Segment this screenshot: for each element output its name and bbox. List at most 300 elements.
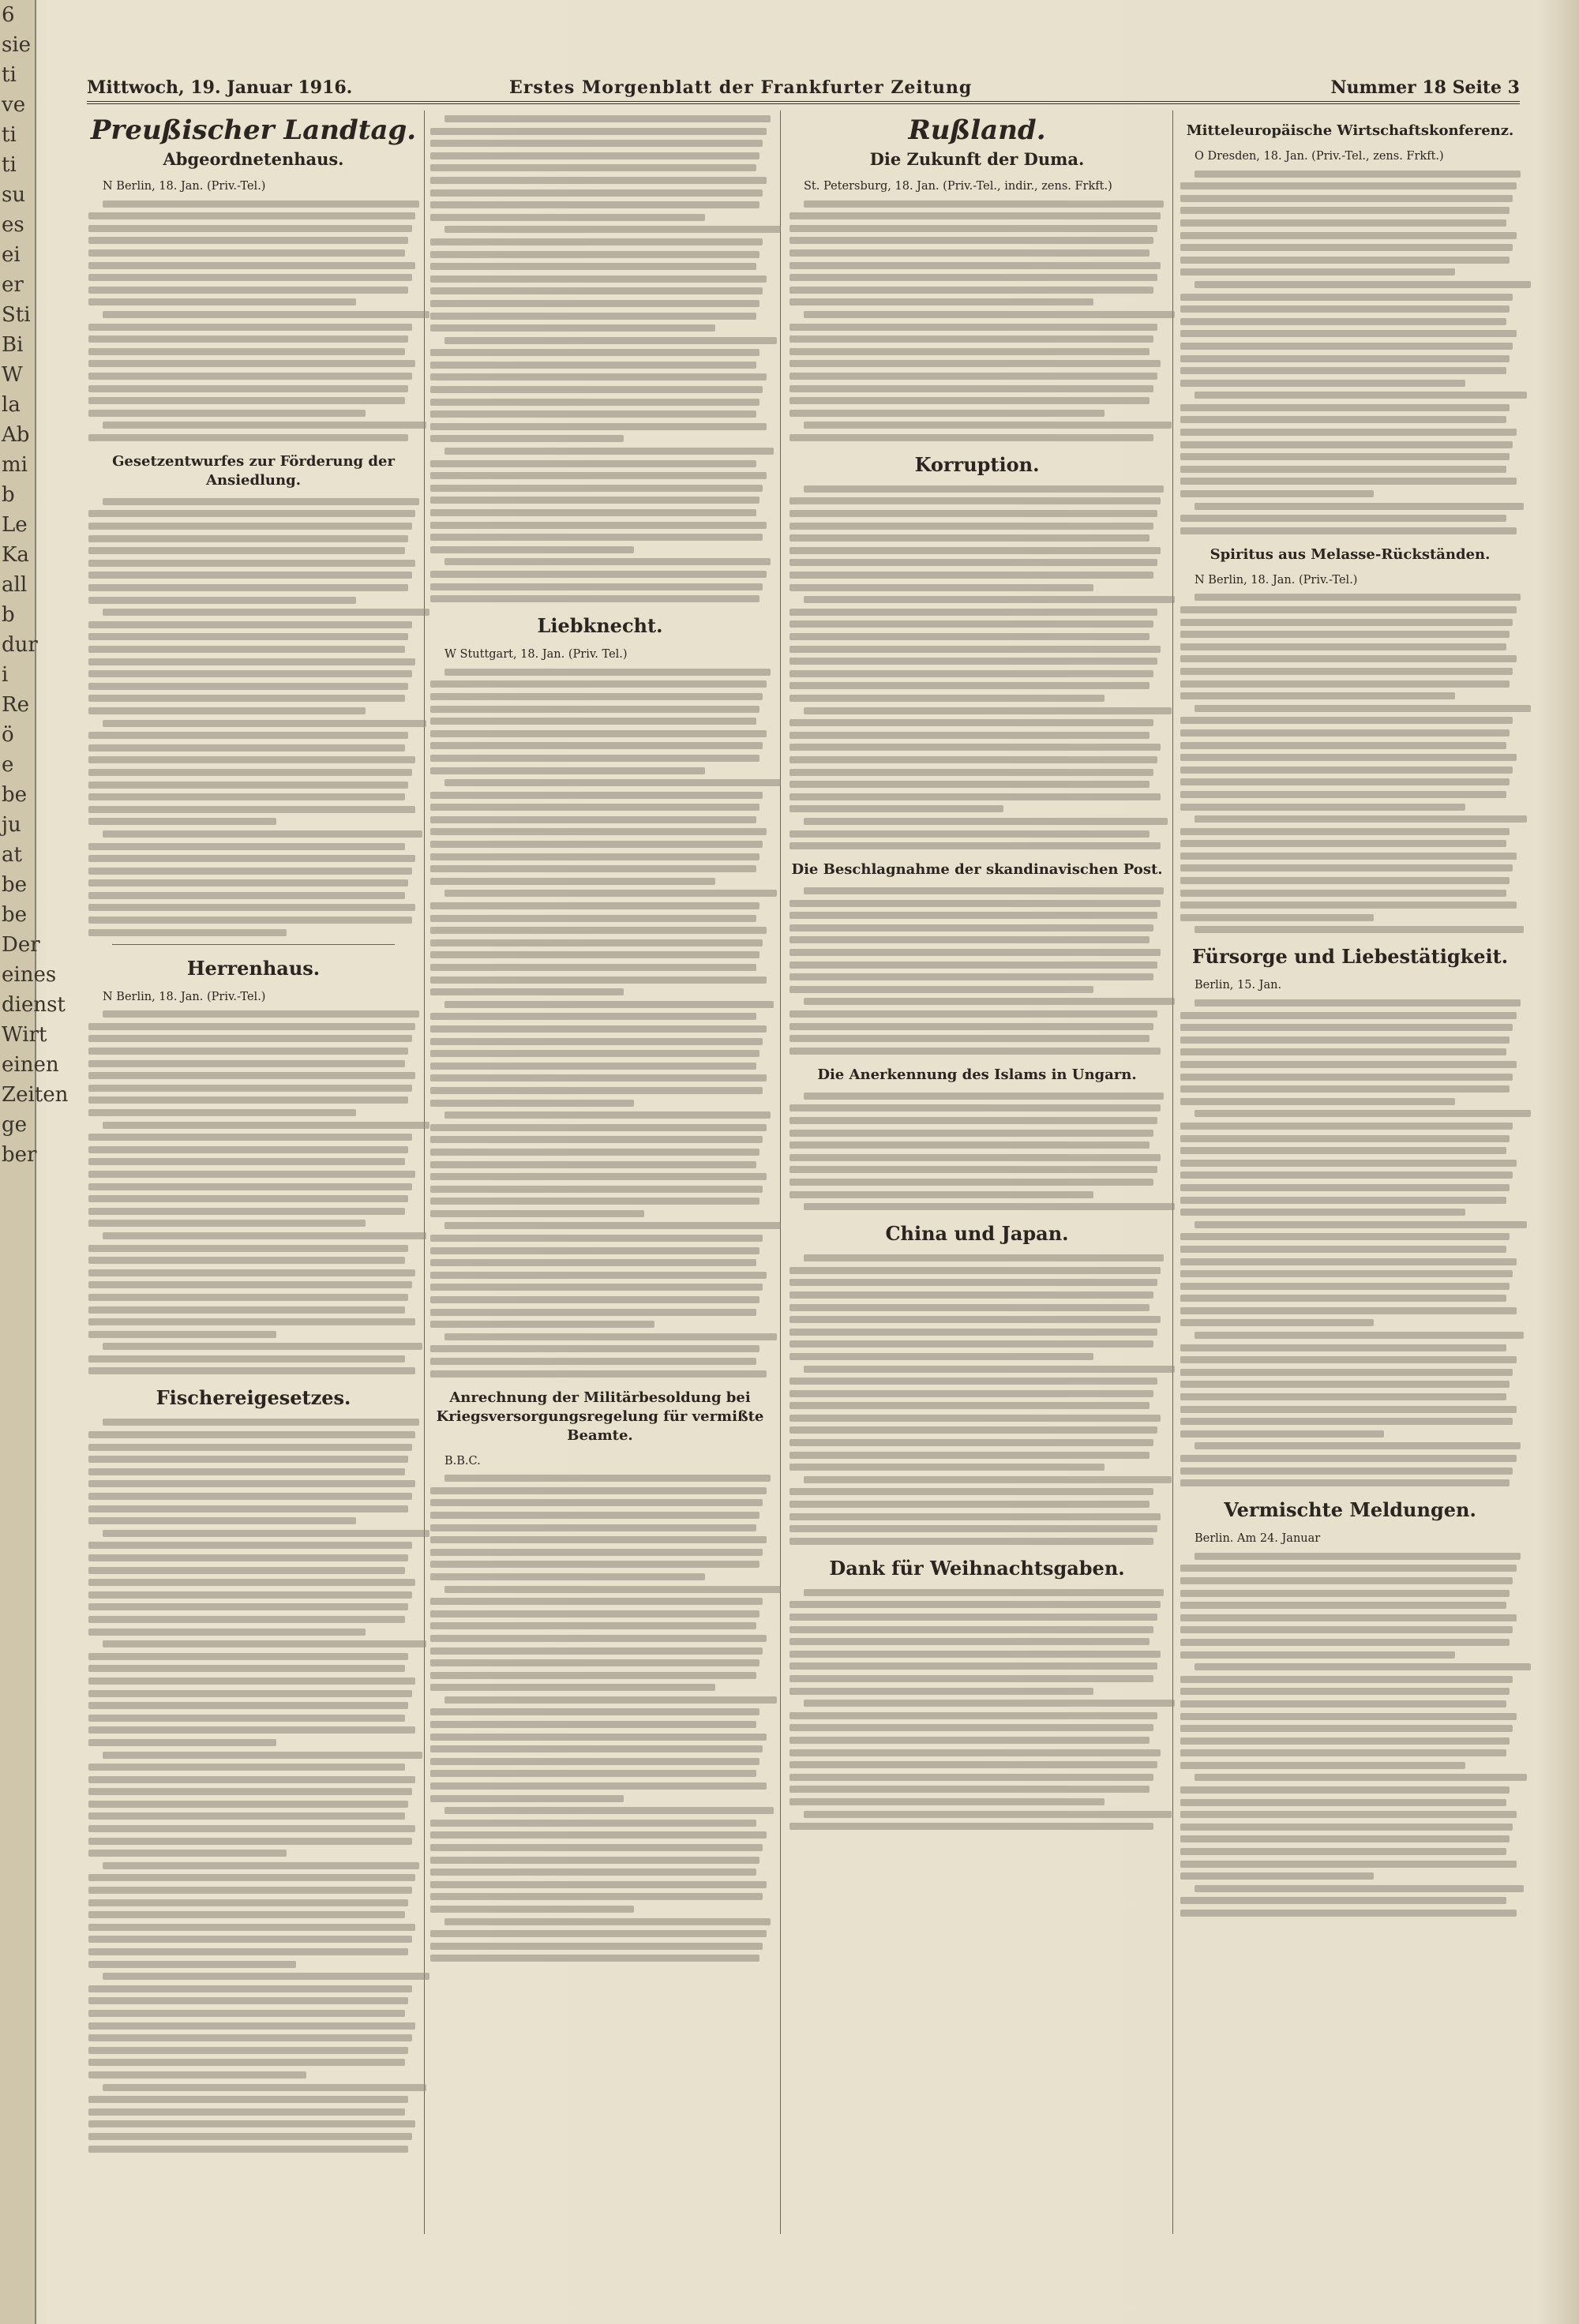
- text-line: [88, 535, 408, 542]
- text-line: [804, 1366, 1175, 1373]
- text-line: [88, 1838, 412, 1845]
- edge-fragment: Bi: [2, 333, 24, 357]
- text-line: [444, 1222, 781, 1229]
- text-line: [790, 609, 1157, 616]
- text-line: [1180, 1160, 1517, 1167]
- text-line: [1180, 1835, 1510, 1842]
- text-line: [790, 348, 1150, 355]
- text-line: [790, 1141, 1150, 1149]
- text-line: [790, 1291, 1153, 1299]
- text-line: [790, 1662, 1157, 1670]
- text-line: [790, 523, 1153, 530]
- text-line: [88, 1505, 408, 1512]
- text-line: [88, 1294, 408, 1301]
- text-line: [790, 900, 1161, 907]
- text-line: [430, 1499, 763, 1506]
- text-line: [790, 1651, 1161, 1658]
- text-line: [790, 1378, 1157, 1385]
- article-body: [790, 1093, 1165, 1210]
- article-heading: Rußland.: [908, 114, 1046, 146]
- text-line: [790, 559, 1157, 566]
- text-line: [430, 472, 767, 479]
- text-line: [88, 287, 408, 294]
- text-line: [1180, 1639, 1510, 1646]
- text-line: [88, 892, 405, 899]
- text-line: [88, 1985, 412, 1992]
- text-line: [444, 1586, 781, 1593]
- text-line: [790, 1538, 1153, 1545]
- section-heading: Anrechnung der Militärbesoldung bei Kriegsversorgungsregelung für vermißte Beamte.: [436, 1389, 764, 1444]
- text-line: [430, 460, 756, 467]
- text-line: [88, 1023, 415, 1030]
- text-line: [790, 1267, 1161, 1274]
- text-line: [88, 1355, 405, 1363]
- text-line: [88, 1171, 415, 1178]
- text-line: [430, 951, 759, 958]
- article-body: [790, 887, 1165, 1055]
- text-line: [790, 1048, 1161, 1055]
- text-line: [88, 1367, 415, 1374]
- text-line: [1180, 1565, 1517, 1572]
- text-line: [790, 1426, 1157, 1434]
- text-line: [88, 621, 412, 628]
- text-line: [1180, 207, 1510, 214]
- text-line: [430, 497, 759, 504]
- text-line: [88, 274, 412, 281]
- text-line: [790, 1104, 1161, 1111]
- text-line: [88, 1493, 412, 1500]
- article-body: [88, 498, 418, 936]
- text-line: [1180, 1614, 1517, 1621]
- text-line: [88, 707, 366, 714]
- text-line: [88, 1677, 415, 1685]
- text-line: [88, 1603, 408, 1610]
- edge-fragment: ti: [2, 123, 17, 147]
- text-line: [790, 830, 1150, 838]
- text-line: [88, 572, 412, 579]
- text-line: [1180, 367, 1506, 374]
- column-2: [430, 111, 770, 2234]
- masthead-rule: [87, 101, 1520, 104]
- text-line: [1180, 1135, 1510, 1142]
- text-line: [1180, 692, 1455, 699]
- edge-fragment: be: [2, 783, 28, 807]
- text-line: [790, 1749, 1161, 1756]
- article-subheading: Die Zukunft der Duma.: [869, 149, 1085, 169]
- text-line: [430, 828, 767, 835]
- text-line: [1180, 1085, 1510, 1093]
- text-line: [88, 1899, 408, 1906]
- masthead-page-number: Nummer 18 Seite 3: [1330, 77, 1520, 98]
- text-line: [430, 571, 767, 578]
- text-line: [1180, 416, 1506, 423]
- text-line: [1180, 380, 1465, 387]
- text-line: [430, 1770, 756, 1777]
- text-line: [430, 1025, 767, 1033]
- text-line: [88, 1096, 408, 1104]
- article-body: [430, 1475, 770, 1962]
- text-line: [1180, 853, 1517, 860]
- text-line: [1180, 1393, 1506, 1400]
- text-line: [430, 1831, 767, 1839]
- text-line: [430, 1869, 756, 1876]
- text-line: [1195, 1885, 1524, 1892]
- text-line: [88, 1220, 366, 1227]
- text-line: [790, 1279, 1157, 1286]
- text-line: [1180, 355, 1510, 362]
- article-body: [790, 201, 1165, 441]
- text-line: [1195, 705, 1531, 712]
- text-line: [430, 534, 763, 541]
- text-line: [88, 2133, 412, 2140]
- text-line: [790, 1737, 1150, 1744]
- text-line: [88, 298, 356, 305]
- text-line: [790, 1638, 1150, 1645]
- text-line: [444, 115, 771, 122]
- text-line: [790, 769, 1153, 776]
- text-line: [1180, 729, 1510, 737]
- text-line: [430, 595, 759, 602]
- text-line: [430, 1610, 759, 1617]
- text-line: [1180, 1171, 1513, 1179]
- text-line: [790, 410, 1105, 417]
- text-line: [430, 1296, 759, 1303]
- text-line: [1180, 1799, 1506, 1806]
- text-line: [1180, 1762, 1465, 1769]
- text-line: [1195, 594, 1521, 601]
- text-line: [88, 670, 412, 677]
- text-line: [444, 1333, 777, 1340]
- edge-fragment: Le: [2, 513, 28, 537]
- text-line: [430, 816, 756, 823]
- text-line: [790, 1117, 1157, 1124]
- text-line: [88, 1431, 415, 1438]
- text-line: [790, 1329, 1157, 1336]
- text-line: [430, 718, 756, 725]
- masthead: [87, 73, 1520, 104]
- article-body: [88, 1010, 418, 1374]
- text-line: [103, 1343, 422, 1350]
- text-line: [430, 177, 767, 184]
- text-line: [88, 658, 415, 665]
- text-line: [88, 1146, 408, 1153]
- text-line: [103, 609, 429, 616]
- text-line: [430, 1857, 759, 1864]
- text-line: [1180, 828, 1510, 835]
- text-line: [430, 1758, 759, 1765]
- text-line: [790, 1675, 1153, 1682]
- text-line: [430, 1734, 767, 1741]
- text-line: [1195, 1221, 1527, 1228]
- text-line: [430, 915, 756, 922]
- text-line: [88, 2146, 408, 2153]
- text-line: [1180, 1910, 1517, 1917]
- text-line: [430, 1782, 767, 1790]
- text-line: [444, 1111, 771, 1119]
- text-line: [88, 1911, 405, 1918]
- text-line: [790, 584, 1093, 591]
- edge-fragment: Sti: [2, 303, 31, 327]
- text-line: [790, 1340, 1153, 1348]
- section-heading: Die Anerkennung des Islams in Ungarn.: [817, 1066, 1137, 1083]
- text-line: [88, 818, 276, 825]
- text-line: [1180, 1209, 1465, 1216]
- text-line: [430, 706, 759, 713]
- text-line: [430, 1370, 767, 1378]
- text-line: [430, 792, 763, 799]
- edge-fragment: ti: [2, 63, 17, 87]
- text-line: [790, 646, 1161, 653]
- text-line: [1180, 1406, 1517, 1413]
- edge-fragment: la: [2, 393, 21, 417]
- edge-fragment: Der: [2, 933, 40, 957]
- text-line: [790, 287, 1153, 294]
- text-line: [1180, 1356, 1517, 1363]
- text-line: [430, 767, 705, 774]
- text-line: [88, 1579, 415, 1586]
- text-line: [790, 670, 1153, 677]
- text-line: [790, 1130, 1153, 1137]
- text-line: [430, 1721, 756, 1728]
- text-line: [88, 2034, 412, 2041]
- text-line: [430, 1063, 756, 1070]
- text-line: [790, 1823, 1153, 1830]
- text-line: [1180, 1602, 1506, 1609]
- section-heading: Herrenhaus.: [186, 956, 321, 980]
- text-line: [430, 189, 763, 197]
- text-line: [88, 1306, 405, 1314]
- text-line: [430, 1881, 767, 1888]
- text-line: [790, 842, 1161, 849]
- text-line: [430, 939, 763, 946]
- text-line: [790, 805, 1003, 812]
- text-line: [430, 1549, 763, 1556]
- text-line: [1180, 441, 1513, 448]
- text-line: [444, 1001, 774, 1008]
- text-line: [430, 730, 767, 737]
- text-line: [790, 1304, 1150, 1311]
- text-line: [790, 1452, 1150, 1459]
- text-line: [1180, 655, 1517, 662]
- text-line: [430, 1149, 759, 1156]
- article-byline: B.B.C.: [444, 1454, 481, 1467]
- text-line: [430, 1524, 756, 1531]
- text-line: [790, 397, 1150, 404]
- text-line: [1180, 343, 1513, 350]
- text-line: [103, 1640, 426, 1647]
- text-line: [430, 1038, 763, 1045]
- text-line: [88, 1542, 412, 1549]
- text-line: [88, 1085, 412, 1092]
- text-line: [1180, 1184, 1510, 1191]
- text-line: [790, 262, 1161, 269]
- text-line: [430, 435, 624, 442]
- text-line: [88, 1183, 412, 1190]
- text-line: [1180, 182, 1517, 189]
- masthead-date: Mittwoch, 19. Januar 1916.: [87, 77, 353, 98]
- text-line: [430, 1136, 763, 1143]
- article-byline: Berlin. Am 24. Januar: [1195, 1532, 1321, 1546]
- article-byline: Berlin, 15. Jan.: [1195, 979, 1282, 992]
- article-body: [1180, 594, 1520, 933]
- text-line: [1180, 914, 1374, 921]
- text-line: [88, 249, 405, 257]
- text-line: [804, 887, 1164, 894]
- text-line: [88, 335, 408, 343]
- text-line: [1195, 1553, 1521, 1560]
- text-line: [88, 929, 287, 936]
- text-line: [430, 680, 767, 688]
- text-line: [444, 448, 774, 455]
- text-line: [430, 214, 705, 221]
- text-line: [430, 1074, 767, 1081]
- text-line: [790, 1501, 1150, 1508]
- text-line: [1195, 1110, 1531, 1117]
- edge-fragment: ti: [2, 153, 17, 177]
- text-line: [790, 719, 1153, 726]
- text-line: [430, 1358, 756, 1365]
- text-line: [790, 732, 1150, 739]
- text-line: [1180, 268, 1455, 276]
- text-line: [88, 373, 412, 380]
- text-line: [430, 693, 763, 700]
- text-line: [804, 1700, 1175, 1707]
- text-line: [88, 646, 405, 653]
- masthead-title: Erstes Morgenblatt der Frankfurter Zeitung: [509, 77, 973, 98]
- text-line: [88, 1048, 408, 1055]
- text-line: [1180, 1737, 1510, 1745]
- article-heading: Mitteleuropäische Wirtschaftskonferenz.: [1186, 122, 1514, 139]
- text-line: [1180, 232, 1517, 239]
- text-line: [1180, 219, 1506, 227]
- text-line: [430, 742, 763, 749]
- text-line: [430, 1943, 763, 1950]
- text-line: [1180, 717, 1513, 724]
- text-line: [430, 546, 634, 553]
- text-line: [790, 1626, 1153, 1633]
- text-line: [1180, 1369, 1513, 1376]
- text-line: [444, 890, 777, 897]
- text-line: [88, 2096, 408, 2103]
- text-line: [790, 1415, 1161, 1422]
- text-line: [1180, 1233, 1510, 1240]
- text-line: [88, 695, 405, 702]
- text-line: [88, 744, 405, 752]
- text-line: [1180, 606, 1517, 613]
- text-line: [1180, 1197, 1506, 1204]
- text-line: [790, 1798, 1105, 1805]
- text-line: [1180, 1344, 1506, 1351]
- text-line: [430, 853, 759, 860]
- text-line: [1195, 1332, 1524, 1339]
- text-line: [790, 695, 1105, 702]
- text-line: [430, 300, 759, 307]
- text-line: [804, 1093, 1164, 1100]
- text-line: [430, 1161, 756, 1168]
- column-divider: [424, 111, 425, 2234]
- text-line: [430, 964, 756, 971]
- text-line: [790, 633, 1150, 640]
- text-line: [430, 1561, 759, 1568]
- column-1: [88, 111, 418, 2234]
- text-line: [444, 558, 771, 565]
- text-line: [1180, 1897, 1506, 1904]
- text-line: [1180, 1074, 1513, 1081]
- text-line: [430, 276, 767, 283]
- text-line: [430, 1321, 654, 1328]
- text-line: [88, 1060, 405, 1067]
- text-line: [1180, 515, 1506, 522]
- text-line: [790, 547, 1161, 554]
- text-line: [430, 841, 763, 848]
- text-line: [430, 902, 759, 909]
- text-line: [88, 1109, 356, 1116]
- text-line: [88, 1629, 366, 1636]
- text-line: [88, 262, 415, 269]
- text-line: [1180, 490, 1374, 497]
- text-line: [790, 572, 1153, 579]
- text-line: [430, 263, 756, 270]
- text-line: [88, 806, 415, 813]
- text-line: [1180, 294, 1513, 301]
- edge-fragment: Ka: [2, 543, 29, 567]
- text-line: [1195, 1442, 1521, 1449]
- edge-fragment: 6: [2, 3, 15, 27]
- text-line: [88, 348, 405, 355]
- text-line: [790, 1688, 1093, 1695]
- text-line: [88, 410, 366, 417]
- text-line: [1180, 1430, 1384, 1438]
- text-line: [790, 1525, 1157, 1532]
- text-line: [430, 1186, 763, 1193]
- text-line: [1180, 1811, 1517, 1818]
- text-line: [88, 1690, 412, 1697]
- section-heading: Die Beschlagnahme der skandinavischen Post.: [791, 861, 1163, 879]
- text-line: [430, 1820, 756, 1827]
- text-line: [88, 1764, 405, 1771]
- text-line: [1180, 864, 1513, 872]
- text-line: [88, 584, 408, 591]
- text-line: [1180, 791, 1506, 798]
- text-line: [1180, 877, 1510, 884]
- text-line: [1180, 1098, 1455, 1105]
- text-line: [1180, 1700, 1506, 1707]
- text-line: [88, 793, 405, 800]
- text-line: [103, 498, 419, 505]
- text-line: [88, 1788, 412, 1795]
- text-line: [88, 879, 408, 886]
- edge-fragment: Zeiten: [2, 1083, 69, 1107]
- text-line: [430, 410, 756, 418]
- text-line: [430, 1635, 767, 1642]
- section-heading: China und Japan.: [885, 1222, 1069, 1246]
- article-byline: N Berlin, 18. Jan. (Priv.-Tel.): [103, 990, 266, 1003]
- text-line: [88, 1936, 412, 1943]
- text-line: [88, 916, 412, 924]
- text-line: [1180, 1295, 1506, 1302]
- text-line: [804, 1203, 1175, 1210]
- column-divider: [780, 111, 781, 2234]
- section-heading: Fischereigesetzes.: [156, 1386, 351, 1410]
- text-line: [790, 249, 1150, 257]
- edge-fragment: b: [2, 483, 15, 507]
- text-line: [430, 399, 759, 406]
- text-line: [1180, 305, 1510, 313]
- text-line: [88, 237, 408, 244]
- text-line: [804, 998, 1175, 1005]
- text-line: [790, 973, 1153, 980]
- text-line: [1180, 1270, 1513, 1277]
